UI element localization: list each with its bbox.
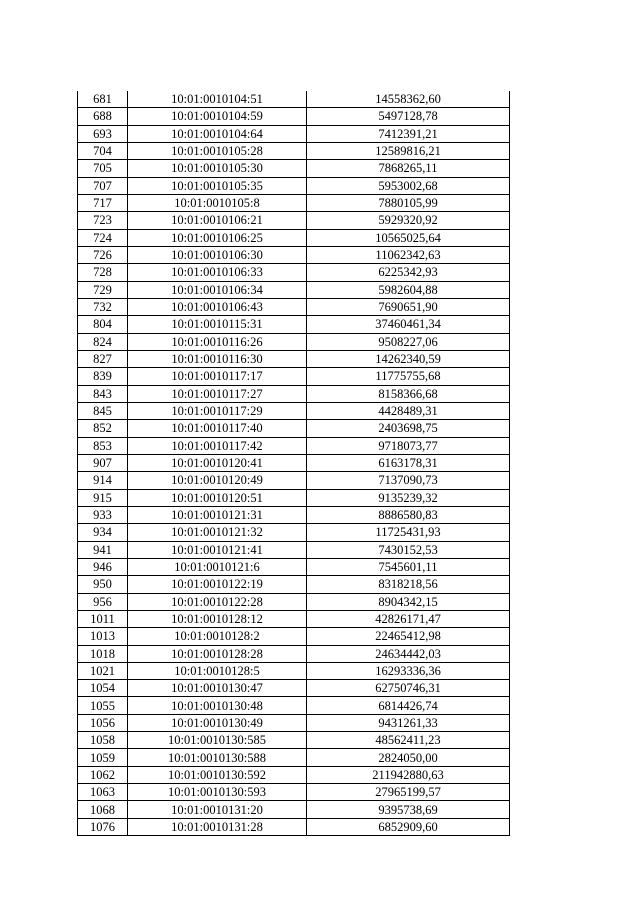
row-number-cell: 852 <box>78 420 128 437</box>
row-number-cell: 956 <box>78 593 128 610</box>
value-cell: 8318218,56 <box>307 576 510 593</box>
row-number-cell: 853 <box>78 437 128 454</box>
table-row <box>78 541 510 558</box>
row-number-cell: 726 <box>78 246 128 263</box>
table-row <box>78 818 510 835</box>
cadastral-number-cell: 10:01:0010117:40 <box>128 420 307 437</box>
value-cell: 7880105,99 <box>307 194 510 211</box>
row-number-cell: 688 <box>78 108 128 125</box>
cadastral-number-cell: 10:01:0010130:585 <box>128 732 307 749</box>
cadastral-number-cell: 10:01:0010121:31 <box>128 506 307 523</box>
row-number-cell: 824 <box>78 333 128 350</box>
cadastral-number-cell: 10:01:0010120:49 <box>128 472 307 489</box>
row-number-cell: 729 <box>78 281 128 298</box>
cadastral-number-cell: 10:01:0010105:30 <box>128 160 307 177</box>
value-cell: 6225342,93 <box>307 264 510 281</box>
row-number-cell: 1076 <box>78 818 128 835</box>
value-cell: 6814426,74 <box>307 697 510 714</box>
value-cell: 8158366,68 <box>307 385 510 402</box>
cadastral-number-cell: 10:01:0010130:588 <box>128 749 307 766</box>
row-number-cell: 915 <box>78 489 128 506</box>
cadastral-number-cell: 10:01:0010122:28 <box>128 593 307 610</box>
value-cell: 42826171,47 <box>307 610 510 627</box>
cadastral-number-cell: 10:01:0010105:28 <box>128 142 307 159</box>
table-row <box>78 749 510 766</box>
cadastral-number-cell: 10:01:0010120:51 <box>128 489 307 506</box>
value-cell: 6852909,60 <box>307 818 510 835</box>
value-cell: 2824050,00 <box>307 749 510 766</box>
value-cell: 9508227,06 <box>307 333 510 350</box>
row-number-cell: 845 <box>78 402 128 419</box>
row-number-cell: 1068 <box>78 801 128 818</box>
row-number-cell: 1054 <box>78 680 128 697</box>
row-number-cell: 1011 <box>78 610 128 627</box>
row-number-cell: 707 <box>78 177 128 194</box>
value-cell: 12589816,21 <box>307 142 510 159</box>
cadastral-number-cell: 10:01:0010117:27 <box>128 385 307 402</box>
table-row <box>78 177 510 194</box>
table-row <box>78 194 510 211</box>
value-cell: 5929320,92 <box>307 212 510 229</box>
cadastral-number-cell: 10:01:0010128:28 <box>128 645 307 662</box>
cadastral-number-cell: 10:01:0010122:19 <box>128 576 307 593</box>
table-row <box>78 350 510 367</box>
value-cell: 22465412,98 <box>307 628 510 645</box>
row-number-cell: 732 <box>78 298 128 315</box>
cadastral-number-cell: 10:01:0010121:41 <box>128 541 307 558</box>
row-number-cell: 1055 <box>78 697 128 714</box>
value-cell: 5497128,78 <box>307 108 510 125</box>
table-row <box>78 368 510 385</box>
value-cell: 9431261,33 <box>307 714 510 731</box>
table-body <box>78 91 510 836</box>
cadastral-number-cell: 10:01:0010105:8 <box>128 194 307 211</box>
value-cell: 8886580,83 <box>307 506 510 523</box>
value-cell: 14262340,59 <box>307 350 510 367</box>
value-cell: 62750746,31 <box>307 680 510 697</box>
value-cell: 9395738,69 <box>307 801 510 818</box>
value-cell: 4428489,31 <box>307 402 510 419</box>
table-row <box>78 680 510 697</box>
cadastral-number-cell: 10:01:0010128:2 <box>128 628 307 645</box>
value-cell: 48562411,23 <box>307 732 510 749</box>
table-row <box>78 246 510 263</box>
table-row <box>78 524 510 541</box>
value-cell: 10565025,64 <box>307 229 510 246</box>
value-cell: 7412391,21 <box>307 125 510 142</box>
value-cell: 9135239,32 <box>307 489 510 506</box>
table-row <box>78 697 510 714</box>
table-row <box>78 662 510 679</box>
table-row <box>78 108 510 125</box>
row-number-cell: 728 <box>78 264 128 281</box>
value-cell: 7868265,11 <box>307 160 510 177</box>
row-number-cell: 946 <box>78 558 128 575</box>
table-row <box>78 420 510 437</box>
table-row <box>78 593 510 610</box>
value-cell: 11062342,63 <box>307 246 510 263</box>
table-row <box>78 506 510 523</box>
cadastral-number-cell: 10:01:0010128:12 <box>128 610 307 627</box>
table-row <box>78 212 510 229</box>
table-row <box>78 385 510 402</box>
value-cell: 5982604,88 <box>307 281 510 298</box>
row-number-cell: 839 <box>78 368 128 385</box>
table-row <box>78 160 510 177</box>
value-cell: 211942880,63 <box>307 766 510 783</box>
table-row <box>78 316 510 333</box>
row-number-cell: 914 <box>78 472 128 489</box>
table-row <box>78 454 510 471</box>
value-cell: 37460461,34 <box>307 316 510 333</box>
row-number-cell: 804 <box>78 316 128 333</box>
cadastral-number-cell: 10:01:0010130:47 <box>128 680 307 697</box>
value-cell: 7545601,11 <box>307 558 510 575</box>
cadastral-number-cell: 10:01:0010121:32 <box>128 524 307 541</box>
value-cell: 11725431,93 <box>307 524 510 541</box>
row-number-cell: 1013 <box>78 628 128 645</box>
cadastral-number-cell: 10:01:0010106:21 <box>128 212 307 229</box>
row-number-cell: 1059 <box>78 749 128 766</box>
cadastral-number-cell: 10:01:0010105:35 <box>128 177 307 194</box>
table-row <box>78 801 510 818</box>
table-row <box>78 732 510 749</box>
table-row <box>78 558 510 575</box>
row-number-cell: 723 <box>78 212 128 229</box>
cadastral-number-cell: 10:01:0010106:33 <box>128 264 307 281</box>
row-number-cell: 1018 <box>78 645 128 662</box>
cadastral-number-cell: 10:01:0010104:51 <box>128 91 307 108</box>
row-number-cell: 724 <box>78 229 128 246</box>
table-row <box>78 472 510 489</box>
table-row <box>78 610 510 627</box>
table-row <box>78 714 510 731</box>
table-row <box>78 264 510 281</box>
cadastral-number-cell: 10:01:0010106:34 <box>128 281 307 298</box>
cadastral-number-cell: 10:01:0010131:28 <box>128 818 307 835</box>
cadastral-number-cell: 10:01:0010120:41 <box>128 454 307 471</box>
value-cell: 14558362,60 <box>307 91 510 108</box>
row-number-cell: 1056 <box>78 714 128 731</box>
value-cell: 27965199,57 <box>307 784 510 801</box>
cadastral-number-cell: 10:01:0010116:30 <box>128 350 307 367</box>
cadastral-number-cell: 10:01:0010130:48 <box>128 697 307 714</box>
row-number-cell: 693 <box>78 125 128 142</box>
cadastral-number-cell: 10:01:0010106:30 <box>128 246 307 263</box>
cadastral-number-cell: 10:01:0010131:20 <box>128 801 307 818</box>
cadastral-number-cell: 10:01:0010106:43 <box>128 298 307 315</box>
row-number-cell: 941 <box>78 541 128 558</box>
row-number-cell: 907 <box>78 454 128 471</box>
cadastral-number-cell: 10:01:0010130:593 <box>128 784 307 801</box>
table-row <box>78 142 510 159</box>
row-number-cell: 950 <box>78 576 128 593</box>
row-number-cell: 933 <box>78 506 128 523</box>
table-row <box>78 784 510 801</box>
row-number-cell: 1063 <box>78 784 128 801</box>
table-row <box>78 766 510 783</box>
value-cell: 7430152,53 <box>307 541 510 558</box>
row-number-cell: 705 <box>78 160 128 177</box>
value-cell: 11775755,68 <box>307 368 510 385</box>
row-number-cell: 717 <box>78 194 128 211</box>
cadastral-number-cell: 10:01:0010121:6 <box>128 558 307 575</box>
row-number-cell: 1062 <box>78 766 128 783</box>
cadastral-number-cell: 10:01:0010115:31 <box>128 316 307 333</box>
table-row <box>78 402 510 419</box>
cadastral-number-cell: 10:01:0010117:17 <box>128 368 307 385</box>
value-cell: 2403698,75 <box>307 420 510 437</box>
table-row <box>78 645 510 662</box>
value-cell: 7690651,90 <box>307 298 510 315</box>
value-cell: 24634442,03 <box>307 645 510 662</box>
cadastral-number-cell: 10:01:0010104:59 <box>128 108 307 125</box>
table-row <box>78 281 510 298</box>
row-number-cell: 827 <box>78 350 128 367</box>
cadastral-number-cell: 10:01:0010128:5 <box>128 662 307 679</box>
value-cell: 7137090,73 <box>307 472 510 489</box>
table-row <box>78 333 510 350</box>
cadastral-number-cell: 10:01:0010106:25 <box>128 229 307 246</box>
row-number-cell: 934 <box>78 524 128 541</box>
table-row <box>78 298 510 315</box>
row-number-cell: 681 <box>78 91 128 108</box>
value-cell: 9718073,77 <box>307 437 510 454</box>
row-number-cell: 843 <box>78 385 128 402</box>
value-cell: 5953002,68 <box>307 177 510 194</box>
cadastral-number-cell: 10:01:0010130:592 <box>128 766 307 783</box>
cadastral-number-cell: 10:01:0010130:49 <box>128 714 307 731</box>
cadastral-number-cell: 10:01:0010104:64 <box>128 125 307 142</box>
table-row <box>78 437 510 454</box>
value-cell: 6163178,31 <box>307 454 510 471</box>
row-number-cell: 1058 <box>78 732 128 749</box>
table-row <box>78 576 510 593</box>
value-cell: 8904342,15 <box>307 593 510 610</box>
cadastral-number-cell: 10:01:0010117:42 <box>128 437 307 454</box>
row-number-cell: 704 <box>78 142 128 159</box>
data-table <box>77 91 510 836</box>
cadastral-number-cell: 10:01:0010116:26 <box>128 333 307 350</box>
table-row <box>78 628 510 645</box>
table-row <box>78 91 510 108</box>
table-row <box>78 489 510 506</box>
row-number-cell: 1021 <box>78 662 128 679</box>
table-row <box>78 125 510 142</box>
table-row <box>78 229 510 246</box>
cadastral-number-cell: 10:01:0010117:29 <box>128 402 307 419</box>
value-cell: 16293336,36 <box>307 662 510 679</box>
